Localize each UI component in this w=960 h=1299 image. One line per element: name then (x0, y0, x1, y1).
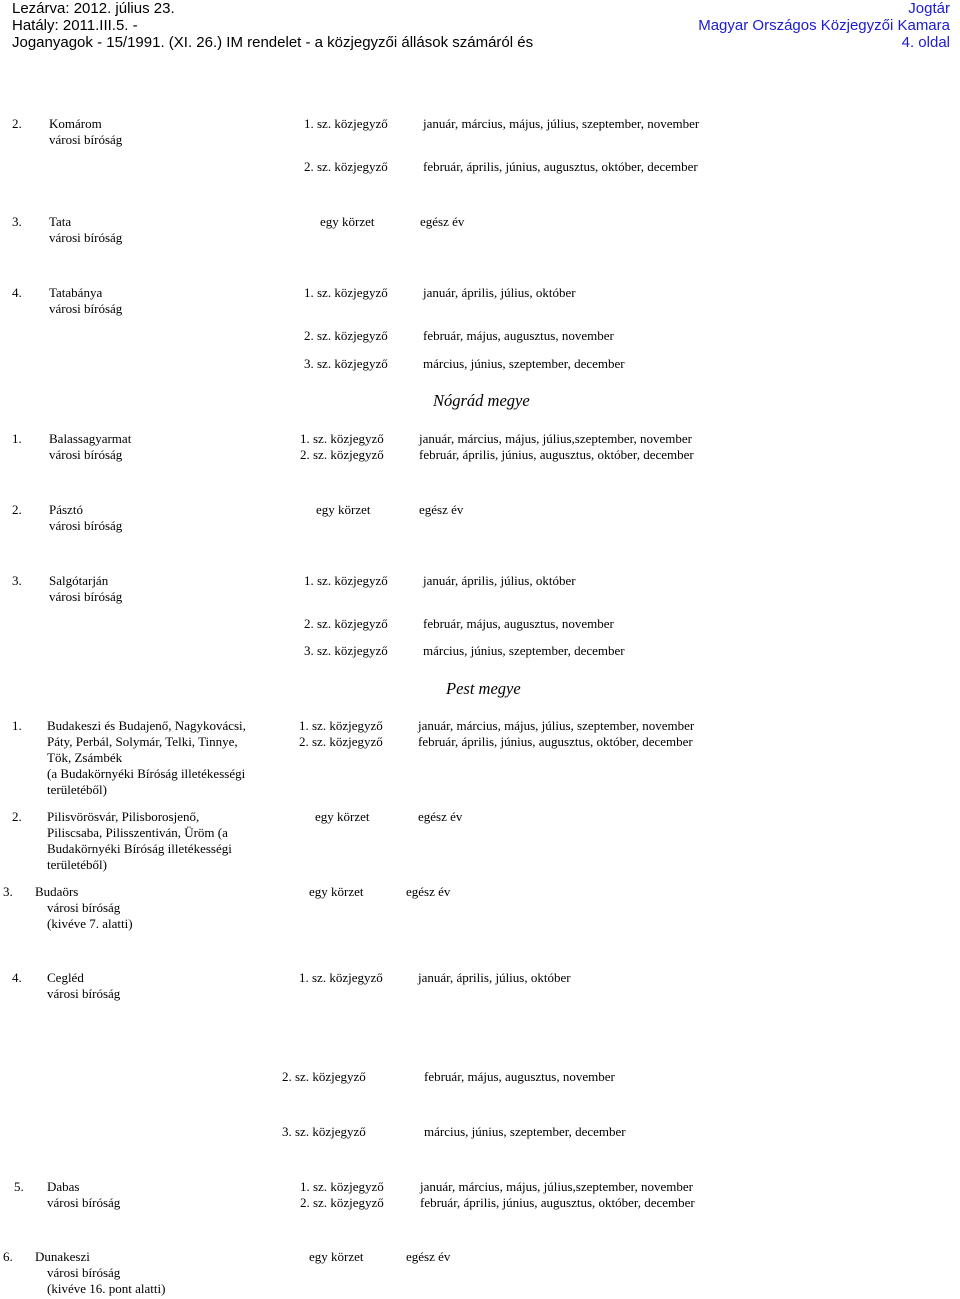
entry-name: Tatabánya (49, 285, 103, 300)
notary-label: 3. sz. közjegyző (304, 643, 388, 658)
months: február, május, augusztus, november (423, 616, 614, 631)
months: március, június, szeptember, december (423, 356, 625, 371)
entry-name-line: városi bíróság (47, 1265, 121, 1280)
months: március, június, szeptember, december (423, 643, 625, 658)
entry-court: városi bíróság (49, 589, 123, 604)
entry-number: 1. (12, 431, 22, 446)
months: egész év (406, 884, 451, 899)
entry-name-line: Páty, Perbál, Solymár, Telki, Tinnye, (47, 734, 238, 749)
months: január, március, május, július,szeptember, november (419, 431, 692, 446)
entry-number: 3. (3, 884, 13, 899)
entry-number: 5. (14, 1179, 24, 1194)
entry-name-line: városi bíróság (47, 900, 121, 915)
notary-label: 3. sz. közjegyző (304, 356, 388, 371)
entry-number: 4. (12, 970, 22, 985)
notary-label: 1. sz. közjegyző (304, 573, 388, 588)
notary-label: 2. sz. közjegyző (304, 159, 388, 174)
entry-name-line: (kivéve 7. alatti) (47, 916, 133, 931)
notary-label: 1. sz. közjegyző (304, 285, 388, 300)
months: egész év (418, 809, 463, 824)
entry-number: 2. (12, 502, 22, 517)
entry-name-line: (a Budakörnyéki Bíróság illetékességi (47, 766, 246, 781)
notary-label: 1. sz. közjegyző (299, 718, 383, 733)
notary-label: 2. sz. közjegyző (300, 447, 384, 462)
page-number: 4. oldal (901, 34, 950, 51)
months: január, március, május, július, szeptember, november (423, 116, 700, 131)
entry-name-line: (kivéve 16. pont alatti) (47, 1281, 166, 1296)
entry-name: Komárom (49, 116, 102, 131)
months: február, április, június, augusztus, október, december (419, 447, 694, 462)
entry-court: városi bíróság (49, 518, 123, 533)
entry-name: Cegléd (47, 970, 84, 985)
notary-label: 2. sz. közjegyző (300, 1195, 384, 1210)
entry-name-line: Pilisvörösvár, Pilisborosjenő, (47, 809, 200, 824)
months: február, április, június, augusztus, október, december (423, 159, 698, 174)
notary-label: 2. sz. közjegyző (299, 734, 383, 749)
notary-label: 1. sz. közjegyző (304, 116, 388, 131)
months: január, április, július, október (423, 285, 576, 300)
hataly-date: Hatály: 2011.III.5. - (12, 17, 138, 34)
months: egész év (406, 1249, 451, 1264)
entry-number: 1. (12, 718, 22, 733)
entry-number: 6. (3, 1249, 13, 1264)
district-label: egy körzet (315, 809, 370, 824)
months: január, március, május, július,szeptember, november (420, 1179, 693, 1194)
entry-number: 2. (12, 809, 22, 824)
entry-court: városi bíróság (47, 986, 121, 1001)
entry-name-line: Budaörs (35, 884, 79, 899)
entry-name-line: Dunakeszi (35, 1249, 90, 1264)
months: február, május, augusztus, november (424, 1069, 615, 1084)
district-label: egy körzet (309, 884, 364, 899)
district-label: egy körzet (320, 214, 375, 229)
entry-name: Balassagyarmat (49, 431, 132, 446)
entry-number: 4. (12, 285, 22, 300)
entry-name-line: Tök, Zsámbék (47, 750, 123, 765)
notary-label: 2. sz. közjegyző (282, 1069, 366, 1084)
entry-name-line: területéből) (47, 782, 107, 797)
entry-court: városi bíróság (49, 447, 123, 462)
entry-name: Tata (49, 214, 72, 229)
entry-name: Salgótarján (49, 573, 109, 588)
district-label: egy körzet (309, 1249, 364, 1264)
entry-name: Pásztó (49, 502, 83, 517)
entry-name-line: Budakeszi és Budajenő, Nagykovácsi, (47, 718, 246, 733)
notary-label: 2. sz. közjegyző (304, 616, 388, 631)
notary-label: 3. sz. közjegyző (282, 1124, 366, 1139)
notary-label: 1. sz. közjegyző (300, 431, 384, 446)
entry-court: városi bíróság (49, 301, 123, 316)
entry-number: 3. (12, 214, 22, 229)
entry-number: 2. (12, 116, 22, 131)
notary-label: 1. sz. közjegyző (299, 970, 383, 985)
county-heading-pest: Pest megye (446, 679, 521, 698)
document-title: Joganyagok - 15/1991. (XI. 26.) IM rendelet - a közjegyzői állások számáról és (12, 34, 534, 51)
months: egész év (419, 502, 464, 517)
entry-court: városi bíróság (49, 230, 123, 245)
months: egész év (420, 214, 465, 229)
entry-name: Dabas (47, 1179, 80, 1194)
months: január, április, július, október (423, 573, 576, 588)
months: január, március, május, július, szeptember, november (418, 718, 695, 733)
entry-name-line: Budakörnyéki Bíróság illetékességi (47, 841, 232, 856)
entry-number: 3. (12, 573, 22, 588)
district-label: egy körzet (316, 502, 371, 517)
entry-court: városi bíróság (47, 1195, 121, 1210)
notary-label: 2. sz. közjegyző (304, 328, 388, 343)
jogtar-label: Jogtár (908, 0, 950, 17)
notary-label: 1. sz. közjegyző (300, 1179, 384, 1194)
chamber-name: Magyar Országos Közjegyzői Kamara (698, 17, 950, 34)
months: február, április, június, augusztus, október, december (418, 734, 693, 749)
entry-name-line: Piliscsaba, Pilisszentiván, Üröm (a (47, 825, 228, 840)
months: január, április, július, október (418, 970, 571, 985)
county-heading-nograd: Nógrád megye (433, 391, 530, 410)
months: február, május, augusztus, november (423, 328, 614, 343)
entry-name-line: területéből) (47, 857, 107, 872)
months: március, június, szeptember, december (424, 1124, 626, 1139)
months: február, április, június, augusztus, október, december (420, 1195, 695, 1210)
entry-court: városi bíróság (49, 132, 123, 147)
lezarva-date: Lezárva: 2012. július 23. (12, 0, 175, 17)
